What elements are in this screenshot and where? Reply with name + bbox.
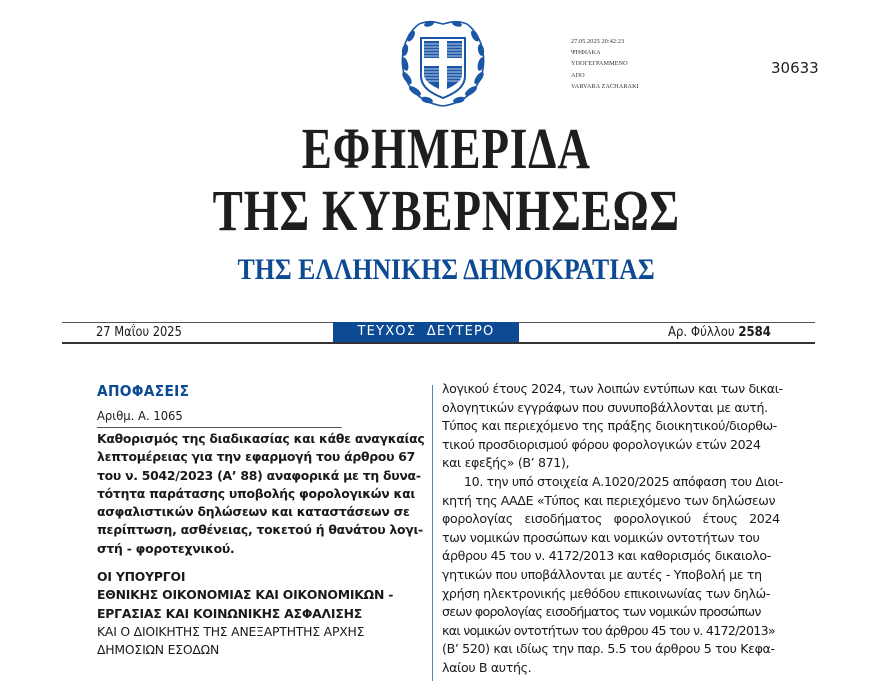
body-line: σεων φορολογίας εισοδήματος των νομικών προσώπων — [442, 604, 761, 620]
sheet-number — [668, 323, 771, 342]
authority-line: ΕΘΝΙΚΗΣ ΟΙΚΟΝΟΜΙΑΣ ΚΑΙ ΟΙΚΟΝΟΜΙΚΩΝ - — [97, 587, 394, 603]
greek-coat-of-arms-icon — [393, 14, 493, 114]
decision-title-line: λεπτομέρειας για την εφαρμογή του άρθρου 67 — [97, 449, 416, 465]
decision-title-line: περίπτωση, ασθένειας, τοκετού ή θανάτου λογι- — [97, 522, 423, 538]
masthead-title-line1: ΕΦΗΜΕΡΙΔΑ — [301, 116, 591, 181]
body-line: λαίου Β αυτής. — [442, 659, 532, 675]
body-line: Τύπος και περιεχόμενο της πράξης διοικητικού/διορθω- — [442, 418, 777, 434]
body-line: λογικού έτους 2024, των λοιπών εντύπων και των δικαι- — [442, 381, 783, 396]
authority-line: ΟΙ ΥΠΟΥΡΓΟΙ — [97, 569, 186, 585]
decision-title-line: ασφαλιστικών δηλώσεων και καταστάσεων σε — [97, 504, 410, 520]
signature-line: ΥΠΟΓΕΓΡΑΜΜΕΝΟ — [571, 60, 628, 68]
band-bottom-rule — [62, 342, 815, 344]
authority-line: ΕΡΓΑΣΙΑΣ ΚΑΙ ΚΟΙΝΩΝΙΚΗΣ ΑΣΦΑΛΙΣΗΣ — [97, 605, 363, 621]
digital-signature-block — [571, 36, 639, 92]
left-column — [97, 380, 429, 660]
body-line: φορολογίας εισοδήματος φορολογικού έτους 2024 — [442, 511, 780, 527]
body-line: των νομικών προσώπων και νομικών οντοτήτων του — [442, 529, 760, 545]
body-line: και εφεξής» (Β’ 871), — [442, 455, 570, 471]
section-title: ΑΠΟΦΑΣΕΙΣ — [97, 382, 190, 400]
body-line: γητικών που υποβάλλονται με αυτές - Υποβολή με τη — [442, 566, 762, 582]
issue-series-label: ΤΕΥΧΟΣ ΔΕΥΤΕΡΟ — [357, 324, 495, 339]
body-line: και νομικών οντοτήτων του άρθρου 45 του ν. 4172/2013» — [442, 622, 775, 638]
body-line: άρθρου 45 του ν. 4172/2013 και καθορισμός δικαιολο- — [442, 548, 771, 564]
body-line: 10. την υπό στοιχεία Α.1020/2025 απόφαση του Διοι- — [464, 473, 783, 489]
column-divider — [432, 385, 433, 681]
decision-title-line: στή - φοροτεχνικού. — [97, 540, 235, 556]
signature-timestamp: 27.05.2025 20:42:23 — [571, 38, 625, 45]
sheet-number-value: 2584 — [738, 325, 771, 340]
signature-line: ΨΗΦΙΑΚΑ — [571, 49, 601, 57]
body-line: ολογητικών εγγράφων που συνυποβάλλονται με αυτή. — [442, 399, 768, 415]
decision-title — [97, 430, 429, 558]
page-number: 30633 — [771, 59, 819, 77]
right-column — [442, 380, 818, 678]
issue-series-banner — [333, 322, 519, 342]
issuing-authorities — [97, 568, 429, 659]
body-line: (Β’ 520) και ιδίως την παρ. 5.5 του άρθρου 5 του Κεφα- — [442, 641, 775, 657]
decision-title-line: του ν. 5042/2023 (Α’ 88) αναφορικά με τη δυνα- — [97, 467, 421, 483]
authority-line: ΔΗΜΟΣΙΩΝ ΕΣΟΔΩΝ — [97, 642, 220, 658]
masthead-subtitle: ΤΗΣ ΕΛΛΗΝΙΚΗΣ ΔΗΜΟΚΡΑΤΙΑΣ — [237, 253, 655, 286]
decision-title-line: τότητα παράτασης υποβολής φορολογικών και — [97, 485, 415, 501]
authority-line: ΚΑΙ Ο ΔΙΟΙΚΗΤΗΣ ΤΗΣ ΑΝΕΞΑΡΤΗΤΗΣ ΑΡΧΗΣ — [97, 623, 365, 639]
masthead-title-line2: ΤΗΣ ΚΥΒΕΡΝΗΣΕΩΣ — [212, 178, 680, 243]
decision-title-line: Καθορισμός της διαδικασίας και κάθε αναγκαίας — [97, 431, 425, 446]
body-line: τικού προσδιορισμού φόρου φορολογικών ετών 2024 — [442, 436, 761, 452]
body-line: κητή της ΑΑΔΕ «Τύπος και περιεχόμενο των δηλώσεων — [442, 492, 776, 508]
signature-line: ΑΠΟ — [571, 71, 585, 79]
signature-signer: VARVARA ZACHARAKI — [571, 82, 639, 90]
issue-date: 27 Μαΐου 2025 — [96, 325, 182, 340]
body-line: χρήση ηλεκτρονικής μεθόδου επικοινωνίας των δηλώ- — [442, 585, 771, 601]
decision-number: Αριθμ. Α. 1065 — [97, 407, 342, 428]
sheet-number-label: Αρ. Φύλλου — [668, 325, 735, 340]
